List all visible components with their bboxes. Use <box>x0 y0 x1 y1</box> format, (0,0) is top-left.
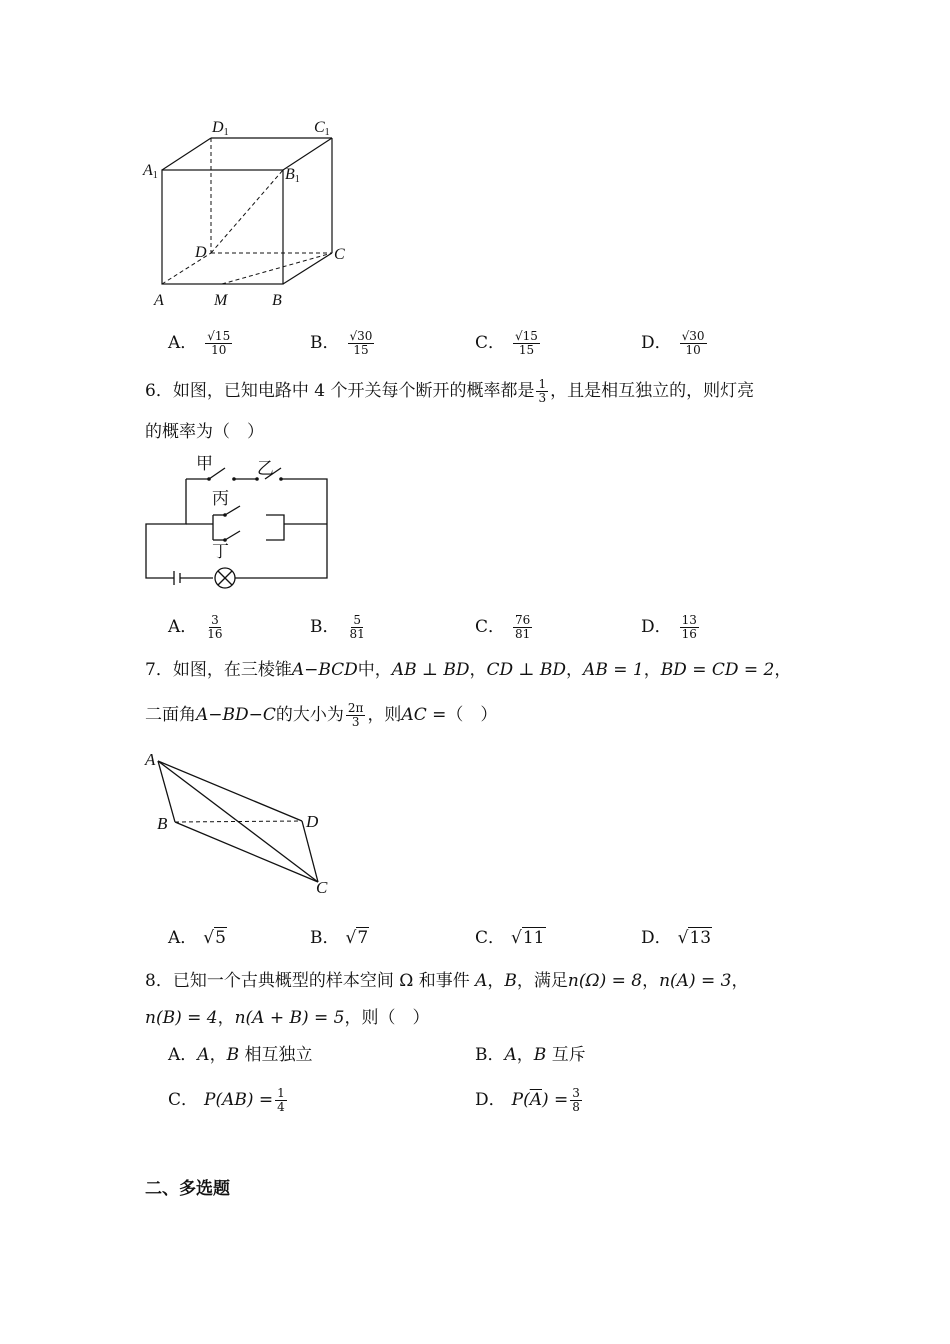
q7-option-d[interactable]: D． √13 <box>641 928 712 948</box>
label-M: M <box>214 292 228 309</box>
label-B: B <box>272 292 282 309</box>
cube-figure <box>140 115 360 315</box>
tetrahedron-figure <box>140 745 340 900</box>
q8-stem-line1: 8．已知一个古典概型的样本空间 Ω 和事件 A，B，满足n(Ω) = 8，n(A) = 3， <box>145 971 749 991</box>
circuit-figure <box>140 452 340 592</box>
switch-ding-label: 丁 <box>212 542 229 561</box>
q6-stem-line2: 的概率为（ ） <box>145 422 264 442</box>
label-A: A <box>154 292 164 309</box>
q8-option-c[interactable]: C． P(AB) = $\frac{1}{4}$ <box>168 1086 285 1114</box>
tetra-label-D: D <box>306 812 319 831</box>
q7-option-a[interactable]: A． √5 <box>168 928 226 948</box>
q7-stem-line1: 7．如图，在三棱锥A−BCD中，AB ⊥ BD，CD ⊥ BD，AB = 1，BD = CD = 2， <box>145 660 792 680</box>
q8-option-d[interactable]: D． $P(\overline{A})$ = $\frac{3}{8}$ <box>475 1086 580 1114</box>
q5-option-d[interactable]: D． $\frac{√30}{10}$ <box>641 329 705 357</box>
switch-yi-label: 乙 <box>257 459 274 478</box>
label-D1: D1 <box>212 119 229 138</box>
tetra-label-A: A <box>145 750 156 769</box>
tetra-label-B: B <box>157 814 168 833</box>
label-B1: B1 <box>285 166 300 185</box>
switch-bing-label: 丙 <box>212 489 229 508</box>
q8-option-b[interactable]: B．A，B 互斥 <box>475 1045 586 1065</box>
q5-option-a[interactable]: A． $\frac{√15}{10}$ <box>168 329 231 357</box>
switch-jia-label: 甲 <box>196 454 213 473</box>
q7-option-c[interactable]: C． √11 <box>475 928 545 948</box>
q7-stem-line2: 二面角A−BD−C的大小为 $\frac{2\pi}{3}$ ，则AC =（ ） <box>145 701 498 729</box>
label-D: D <box>195 244 207 261</box>
label-C: C <box>334 246 345 263</box>
q8-stem-line2: n(B) = 4，n(A + B) = 5，则（ ） <box>145 1008 430 1028</box>
section-title: 二、多选题 <box>145 1179 230 1199</box>
label-A1: A1 <box>143 162 158 181</box>
q7-option-b[interactable]: B． √7 <box>310 928 369 948</box>
q6-option-b[interactable]: B． $\frac{5}{81}$ <box>310 613 365 641</box>
label-C1: C1 <box>314 119 330 138</box>
q6-option-c[interactable]: C． $\frac{76}{81}$ <box>475 613 531 641</box>
q5-option-c[interactable]: C． $\frac{√15}{15}$ <box>475 329 538 357</box>
q5-option-b[interactable]: B． $\frac{√30}{15}$ <box>310 329 373 357</box>
q6-option-a[interactable]: A． $\frac{3}{16}$ <box>168 613 223 641</box>
tetra-label-C: C <box>316 878 328 897</box>
q6-option-d[interactable]: D． $\frac{13}{16}$ <box>641 613 697 641</box>
q8-option-a[interactable]: A．A，B 相互独立 <box>168 1045 313 1065</box>
q6-stem-line1: 6．如图，已知电路中 4 个开关每个断开的概率都是 $\frac{1}{3}$ ，且是相互独立的，则灯亮 <box>145 377 755 405</box>
